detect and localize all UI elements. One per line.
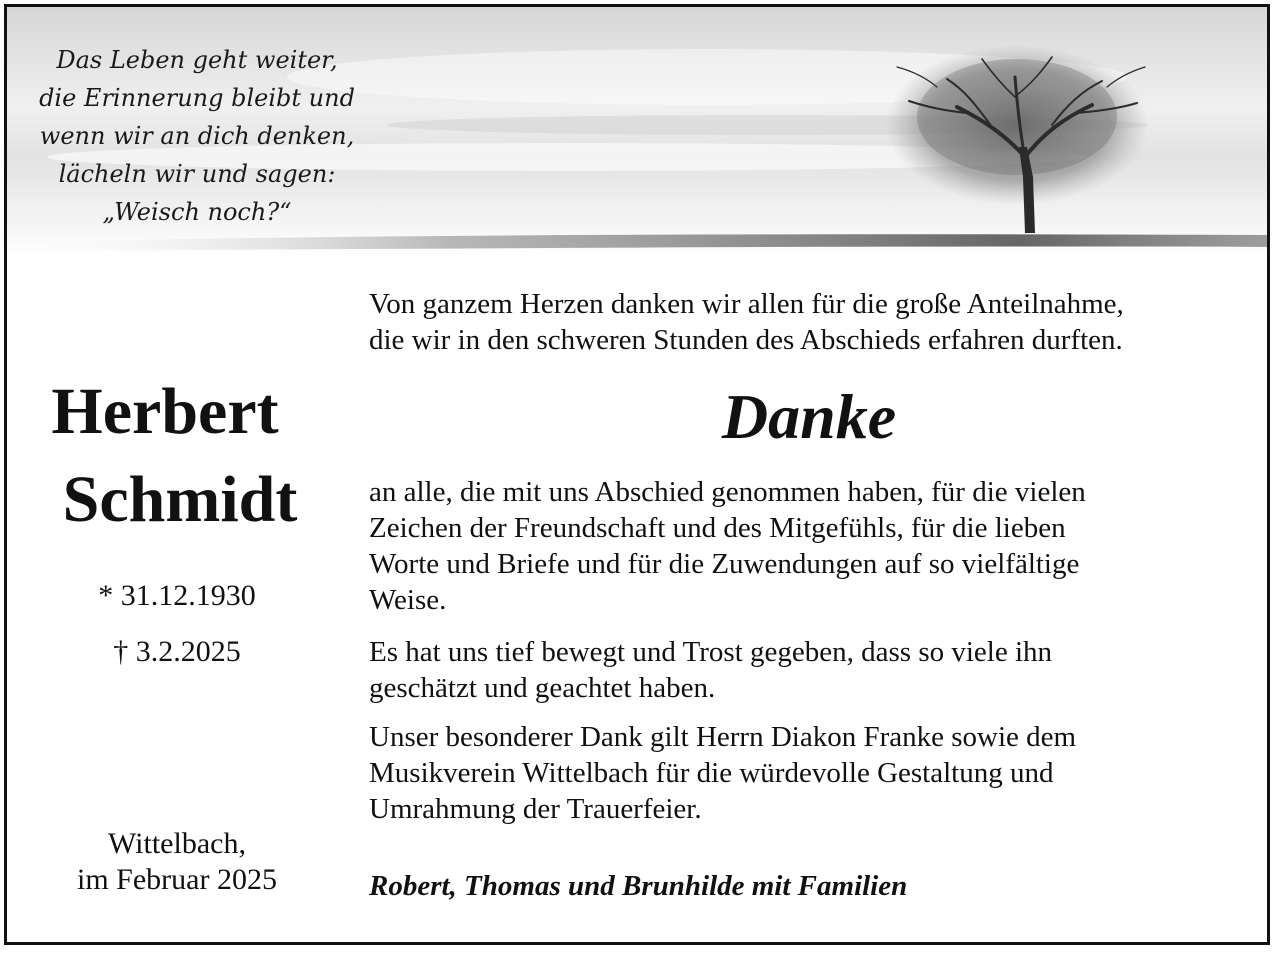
text-line: die wir in den schweren Stunden des Abschieds erfahren durften. [369,324,1123,356]
deceased-last-name: Schmidt [62,463,298,536]
place-line: Wittelbach, [108,827,246,860]
text-line: geschätzt und geachtet haben. [369,672,716,704]
text-line: Es hat uns tief bewegt und Trost gegeben, dass so viele ihn [369,636,1053,668]
birth-date: * 31.12.1930 [98,579,256,612]
paragraph-comfort [369,634,1259,706]
text-line: Zeichen der Freundschaft und des Mitgefühls, für die lieben [369,512,1066,544]
text-line: Musikverein Wittelbach für die würdevolle Gestaltung und [369,757,1054,789]
memorial-quote [27,41,367,231]
paragraph-special-thanks [369,719,1259,827]
place-and-date [47,826,307,898]
paragraph-thanks [369,474,1259,618]
headline: Danke [721,381,897,452]
text-line: Von ganzem Herzen danken wir allen für die große Anteilnahme, [369,288,1124,320]
text-line: Umrahmung der Trauerfeier. [369,793,702,825]
text-line: Weise. [369,584,447,616]
death-date: † 3.2.2025 [113,635,241,668]
quote-line: Das Leben geht weiter, [56,46,338,74]
quote-line: wenn wir an dich denken, [39,122,355,150]
text-line: Worte und Briefe und für die Zuwendungen auf so vielfältige [369,548,1080,580]
header-banner [7,7,1270,257]
text-line: an alle, die mit uns Abschied genommen haben, für die vielen [369,476,1086,508]
obituary-notice [4,4,1270,945]
intro-text [369,286,1259,358]
quote-line: lächeln wir und sagen: [58,160,336,188]
quote-line: „Weisch noch?“ [102,198,292,226]
quote-line: die Erinnerung bleibt und [39,84,355,112]
date-line: im Februar 2025 [77,863,277,896]
deceased-first-name: Herbert [51,375,279,448]
family-signature: Robert, Thomas und Brunhilde mit Familien [369,870,908,902]
text-line: Unser besonderer Dank gilt Herrn Diakon Franke sowie dem [369,721,1077,753]
